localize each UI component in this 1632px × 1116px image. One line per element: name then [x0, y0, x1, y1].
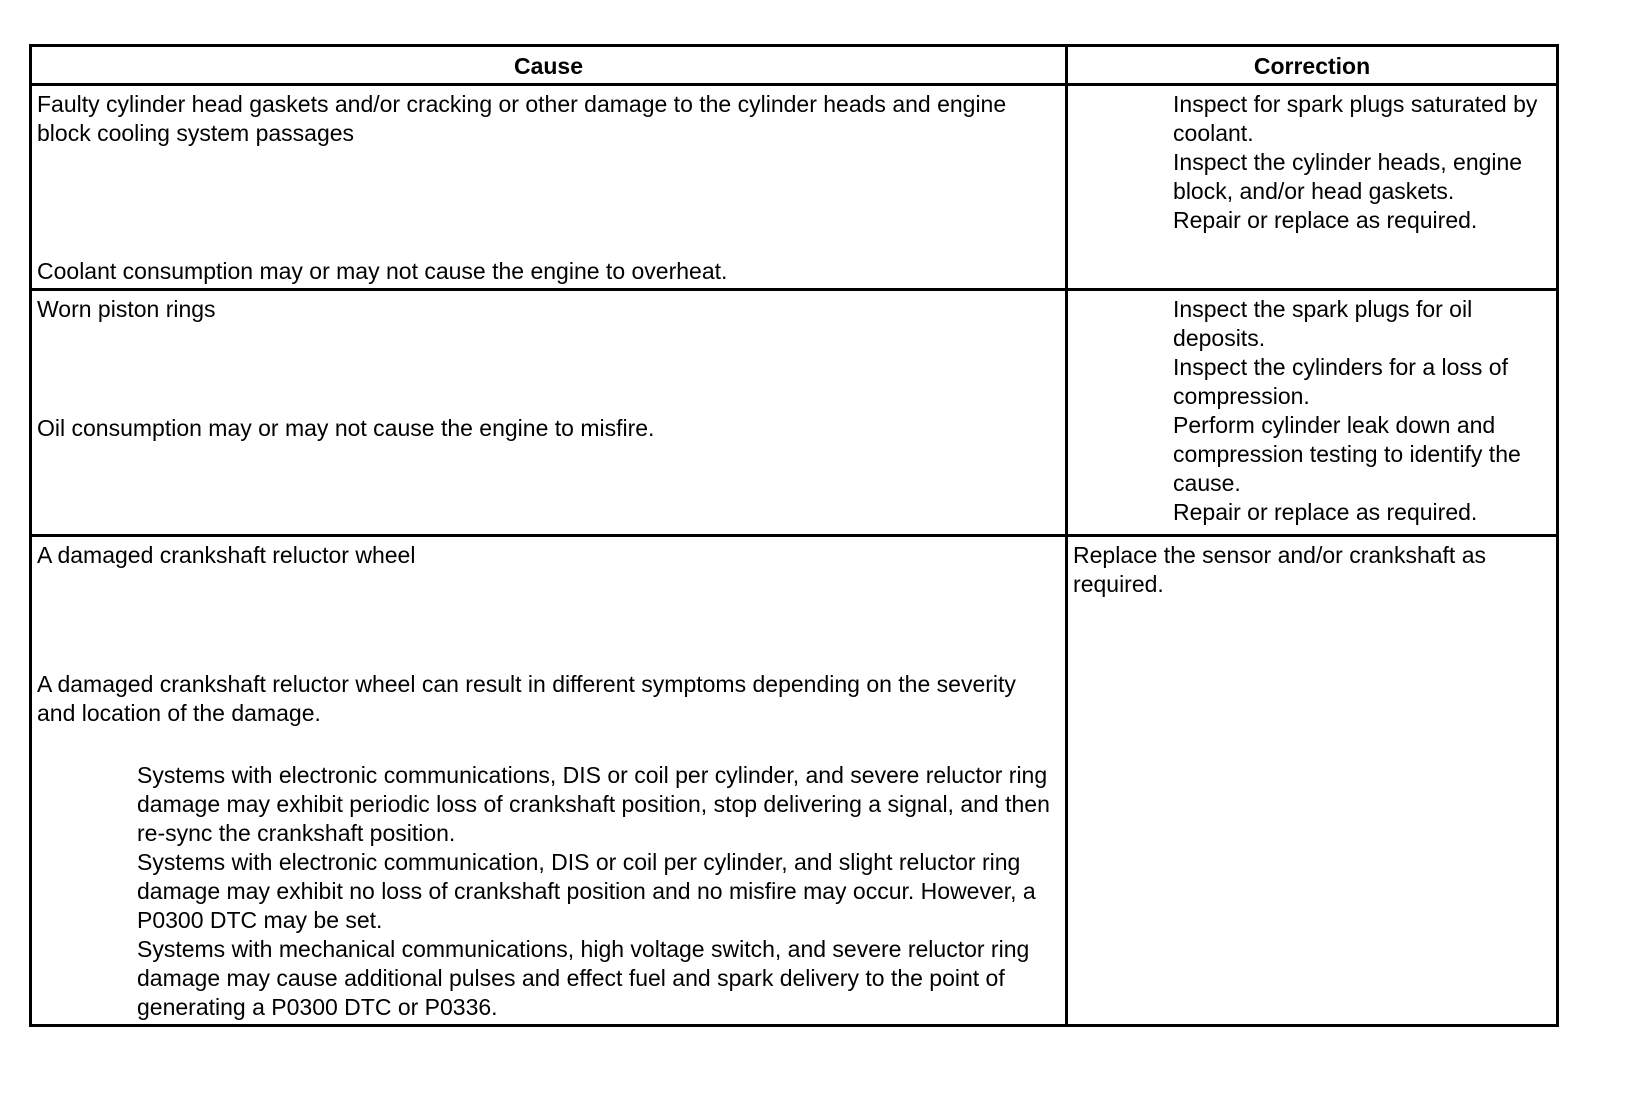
- symptom-list: [37, 761, 1060, 1022]
- cause-header: Cause: [31, 46, 1067, 85]
- list-item: Repair or replace as required.: [1173, 499, 1478, 525]
- cause-text: Faulty cylinder head gaskets and/or cracking or other damage to the cylinder heads and engine block cooling system passages: [37, 91, 1007, 146]
- list-item: Inspect the cylinder heads, engine block, and/or head gaskets.: [1173, 149, 1523, 204]
- correction-cell: [1067, 85, 1558, 290]
- list-item: Systems with electronic communication, DIS or coil per cylinder, and slight reluctor ring damage may exhibit no loss of crankshaft position and no misfire may occur. However, a P0300 DTC may be set.: [137, 849, 1036, 933]
- list-item: Perform cylinder leak down and compression testing to identify the cause.: [1173, 412, 1521, 496]
- correction-text: Replace the sensor and/or crankshaft as required.: [1073, 542, 1486, 597]
- cause-note: A damaged crankshaft reluctor wheel can result in different symptoms depending on the severity and location of the damage.: [37, 671, 1016, 726]
- cause-text: A damaged crankshaft reluctor wheel: [37, 542, 416, 568]
- list-item: Inspect the cylinders for a loss of compression.: [1173, 354, 1508, 409]
- table-row: [31, 85, 1558, 290]
- correction-cell: [1067, 290, 1558, 536]
- correction-cell: [1067, 536, 1558, 1026]
- correction-list: [1073, 295, 1551, 527]
- table-header-row: [31, 46, 1558, 85]
- cause-cell: [31, 536, 1067, 1026]
- list-item: Systems with mechanical communications, high voltage switch, and severe reluctor ring damage may cause additional pulses and effect fuel and spark delivery to the point of generating a P0300 DTC or P0336.: [137, 936, 1030, 1020]
- table-row: [31, 536, 1558, 1026]
- cause-cell: [31, 290, 1067, 536]
- correction-header: Correction: [1067, 46, 1558, 85]
- correction-list: [1073, 90, 1551, 235]
- table-row: [31, 290, 1558, 536]
- list-item: Inspect the spark plugs for oil deposits.: [1173, 296, 1473, 351]
- list-item: Systems with electronic communications, DIS or coil per cylinder, and severe reluctor ring damage may exhibit periodic loss of crankshaft position, stop delivering a signal, and then re-sync the crankshaft position.: [137, 762, 1050, 846]
- diagnostic-table: [29, 44, 1559, 1027]
- cause-note: Coolant consumption may or may not cause the engine to overheat.: [37, 258, 728, 284]
- cause-cell: [31, 85, 1067, 290]
- cause-note: Oil consumption may or may not cause the engine to misfire.: [37, 415, 655, 441]
- list-item: Repair or replace as required.: [1173, 207, 1478, 233]
- list-item: Inspect for spark plugs saturated by coolant.: [1173, 91, 1538, 146]
- cause-text: Worn piston rings: [37, 296, 216, 322]
